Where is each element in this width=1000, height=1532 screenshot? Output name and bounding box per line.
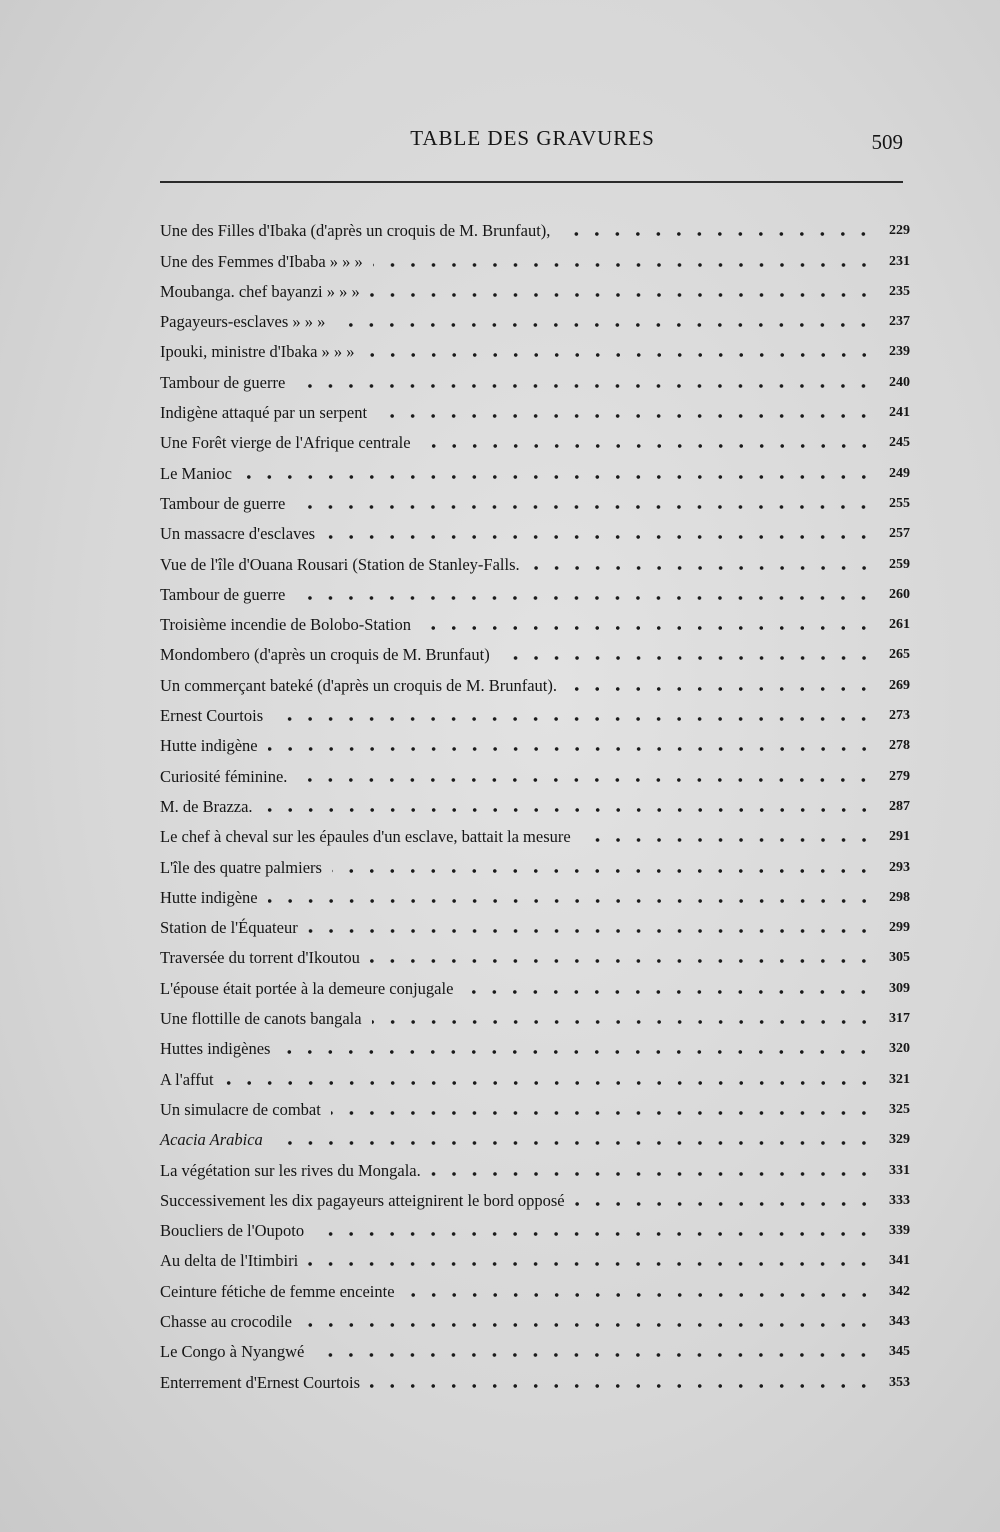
- entry-page-number: 259: [889, 556, 910, 572]
- toc-entry: [160, 1334, 910, 1364]
- entry-title: Le chef à cheval sur les épaules d'un esclave, battait la mesure: [160, 827, 571, 847]
- toc-entry: [160, 577, 910, 607]
- toc-entry: [160, 910, 910, 940]
- dot-leader: [373, 263, 874, 267]
- table-of-engravings: [160, 213, 910, 1395]
- dot-leader: [325, 535, 874, 539]
- entry-page-number: 339: [889, 1223, 910, 1239]
- dot-leader: [224, 1081, 874, 1085]
- dot-leader: [297, 778, 874, 782]
- toc-entry: [160, 849, 910, 879]
- toc-entry: [160, 486, 910, 516]
- entry-page-number: 333: [889, 1192, 910, 1208]
- dot-leader: [581, 838, 874, 842]
- entry-page-number: 265: [889, 647, 910, 663]
- toc-entry: [160, 274, 910, 304]
- dot-leader: [365, 353, 874, 357]
- toc-entry: [160, 546, 910, 576]
- entry-title: Tambour de guerre: [160, 372, 286, 392]
- toc-entry: [160, 1183, 910, 1213]
- entry-page-number: 329: [889, 1132, 910, 1148]
- entry-page-number: 240: [889, 374, 910, 390]
- toc-entry: [160, 364, 910, 394]
- toc-entry: [160, 395, 910, 425]
- dot-leader: [370, 1384, 874, 1388]
- dot-leader: [463, 990, 874, 994]
- toc-entry: [160, 243, 910, 273]
- dot-leader: [273, 717, 874, 721]
- entry-title: Curiosité féminine.: [160, 766, 288, 786]
- entry-page-number: 298: [889, 889, 910, 905]
- toc-entry: [160, 607, 910, 637]
- entry-title: L'épouse était portée à la demeure conjugale: [160, 978, 454, 998]
- toc-entry: [160, 455, 910, 485]
- entry-title: Vue de l'île d'Ouana Rousari (Station de Stanley-Falls.: [160, 554, 520, 574]
- toc-entry: [160, 1031, 910, 1061]
- entry-title: Hutte indigène: [160, 736, 258, 756]
- entry-page-number: 241: [889, 405, 910, 421]
- page-number: 509: [871, 130, 903, 154]
- dot-leader: [500, 656, 874, 660]
- entry-page-number: 342: [889, 1283, 910, 1299]
- toc-entry: [160, 1243, 910, 1273]
- entry-page-number: 305: [889, 950, 910, 966]
- entry-title: Ernest Courtois: [160, 706, 264, 726]
- entry-title: Mondombero (d'après un croquis de M. Brunfaut): [160, 645, 490, 665]
- header-rule: [160, 181, 903, 183]
- toc-entry: [160, 880, 910, 910]
- dot-leader: [370, 293, 874, 297]
- entry-title: Ceinture fétiche de femme enceinte: [160, 1281, 395, 1301]
- entry-page-number: 343: [889, 1313, 910, 1329]
- entry-page-number: 331: [889, 1162, 910, 1178]
- entry-page-number: 287: [889, 798, 910, 814]
- entry-page-number: 291: [889, 829, 910, 845]
- entry-page-number: 245: [889, 435, 910, 451]
- toc-entry: [160, 1122, 910, 1152]
- entry-page-number: 321: [889, 1071, 910, 1087]
- toc-entry: [160, 1152, 910, 1182]
- entry-title: M. de Brazza.: [160, 796, 253, 816]
- toc-entry: [160, 789, 910, 819]
- entry-title: Acacia Arabica: [160, 1130, 263, 1150]
- entry-page-number: 229: [889, 223, 910, 239]
- dot-leader: [268, 747, 874, 751]
- dot-leader: [331, 1111, 874, 1115]
- entry-title: Traversée du torrent d'Ikoutou: [160, 948, 360, 968]
- toc-entry: [160, 213, 910, 243]
- entry-title: Ipouki, ministre d'Ibaka » » »: [160, 342, 355, 362]
- entry-page-number: 345: [889, 1344, 910, 1360]
- dot-leader: [335, 323, 874, 327]
- toc-entry: [160, 1001, 910, 1031]
- toc-entry: [160, 304, 910, 334]
- entry-title: Le Congo à Nyangwé: [160, 1342, 305, 1362]
- entry-title: Pagayeurs-esclaves » » »: [160, 312, 326, 332]
- entry-title: Un massacre d'esclaves: [160, 524, 316, 544]
- entry-page-number: 279: [889, 768, 910, 784]
- entry-page-number: 278: [889, 738, 910, 754]
- entry-page-number: 320: [889, 1041, 910, 1057]
- entry-title: Chasse au crocodile: [160, 1311, 292, 1331]
- entry-title: Troisième incendie de Bolobo-Station: [160, 615, 411, 635]
- toc-entry: [160, 728, 910, 758]
- dot-leader: [370, 959, 874, 963]
- toc-entry: [160, 1304, 910, 1334]
- entry-page-number: 237: [889, 314, 910, 330]
- toc-entry: [160, 1213, 910, 1243]
- dot-leader: [377, 414, 874, 418]
- dot-leader: [242, 475, 874, 479]
- entry-title: Tambour de guerre: [160, 493, 286, 513]
- toc-entry: [160, 667, 910, 697]
- toc-entry: [160, 819, 910, 849]
- page-title: TABLE DES GRAVURES: [410, 126, 655, 150]
- entry-page-number: 273: [889, 708, 910, 724]
- entry-title: Un simulacre de combat: [160, 1099, 321, 1119]
- dot-leader: [268, 899, 874, 903]
- entry-title: Le Manioc: [160, 463, 232, 483]
- entry-page-number: 255: [889, 495, 910, 511]
- dot-leader: [273, 1141, 874, 1145]
- toc-entry: [160, 940, 910, 970]
- dot-leader: [308, 929, 874, 933]
- entry-title: A l'affut: [160, 1069, 214, 1089]
- entry-title: Une des Filles d'Ibaka (d'après un croquis de M. Brunfaut),: [160, 221, 551, 241]
- toc-entry: [160, 970, 910, 1000]
- entry-page-number: 235: [889, 283, 910, 299]
- dot-leader: [421, 626, 874, 630]
- entry-title: Successivement les dix pagayeurs atteignirent le bord opposé: [160, 1190, 565, 1210]
- toc-entry: [160, 516, 910, 546]
- entry-title: Tambour de guerre: [160, 584, 286, 604]
- toc-entry: [160, 1092, 910, 1122]
- entry-title: Un commerçant bateké (d'après un croquis de M. Brunfaut).: [160, 675, 558, 695]
- entry-page-number: 293: [889, 859, 910, 875]
- entry-page-number: 353: [889, 1374, 910, 1390]
- entry-title: Une Forêt vierge de l'Afrique centrale: [160, 433, 411, 453]
- dot-leader: [314, 1232, 874, 1236]
- entry-title: L'île des quatre palmiers: [160, 857, 322, 877]
- dot-leader: [431, 1172, 874, 1176]
- entry-page-number: 257: [889, 526, 910, 542]
- entry-title: Une des Femmes d'Ibaba » » »: [160, 251, 363, 271]
- toc-entry: [160, 1061, 910, 1091]
- dot-leader: [314, 1353, 874, 1357]
- entry-title: Moubanga. chef bayanzi » » »: [160, 281, 360, 301]
- entry-title: Au delta de l'Itimbiri: [160, 1251, 299, 1271]
- toc-entry: [160, 637, 910, 667]
- entry-page-number: 317: [889, 1011, 910, 1027]
- dot-leader: [295, 384, 874, 388]
- entry-title: Enterrement d'Ernest Courtois: [160, 1372, 361, 1392]
- entry-title: Huttes indigènes: [160, 1039, 271, 1059]
- dot-leader: [295, 505, 874, 509]
- dot-leader: [567, 687, 874, 691]
- entry-title: La végétation sur les rives du Mongala.: [160, 1160, 421, 1180]
- dot-leader: [263, 808, 874, 812]
- dot-leader: [302, 1323, 874, 1327]
- dot-leader: [405, 1293, 874, 1297]
- dot-leader: [372, 1020, 874, 1024]
- dot-leader: [280, 1050, 874, 1054]
- dot-leader: [295, 596, 874, 600]
- toc-entry: [160, 698, 910, 728]
- entry-title: Indigène attaqué par un serpent: [160, 403, 368, 423]
- dot-leader: [560, 232, 874, 236]
- entry-page-number: 325: [889, 1101, 910, 1117]
- entry-page-number: 261: [889, 617, 910, 633]
- entry-page-number: 260: [889, 586, 910, 602]
- toc-entry: [160, 334, 910, 364]
- dot-leader: [421, 444, 874, 448]
- entry-page-number: 309: [889, 980, 910, 996]
- toc-entry: [160, 1364, 910, 1394]
- dot-leader: [575, 1202, 874, 1206]
- entry-page-number: 299: [889, 920, 910, 936]
- running-head: [160, 126, 905, 156]
- entry-title: Boucliers de l'Oupoto: [160, 1221, 305, 1241]
- toc-entry: [160, 425, 910, 455]
- entry-title: Station de l'Équateur: [160, 918, 298, 938]
- dot-leader: [308, 1262, 874, 1266]
- entry-title: Une flottille de canots bangala: [160, 1009, 362, 1029]
- entry-page-number: 341: [889, 1253, 910, 1269]
- entry-page-number: 269: [889, 677, 910, 693]
- toc-entry: [160, 1273, 910, 1303]
- entry-page-number: 231: [889, 253, 910, 269]
- dot-leader: [332, 869, 874, 873]
- entry-page-number: 239: [889, 344, 910, 360]
- toc-entry: [160, 758, 910, 788]
- entry-page-number: 249: [889, 465, 910, 481]
- entry-title: Hutte indigène: [160, 887, 258, 907]
- dot-leader: [530, 566, 874, 570]
